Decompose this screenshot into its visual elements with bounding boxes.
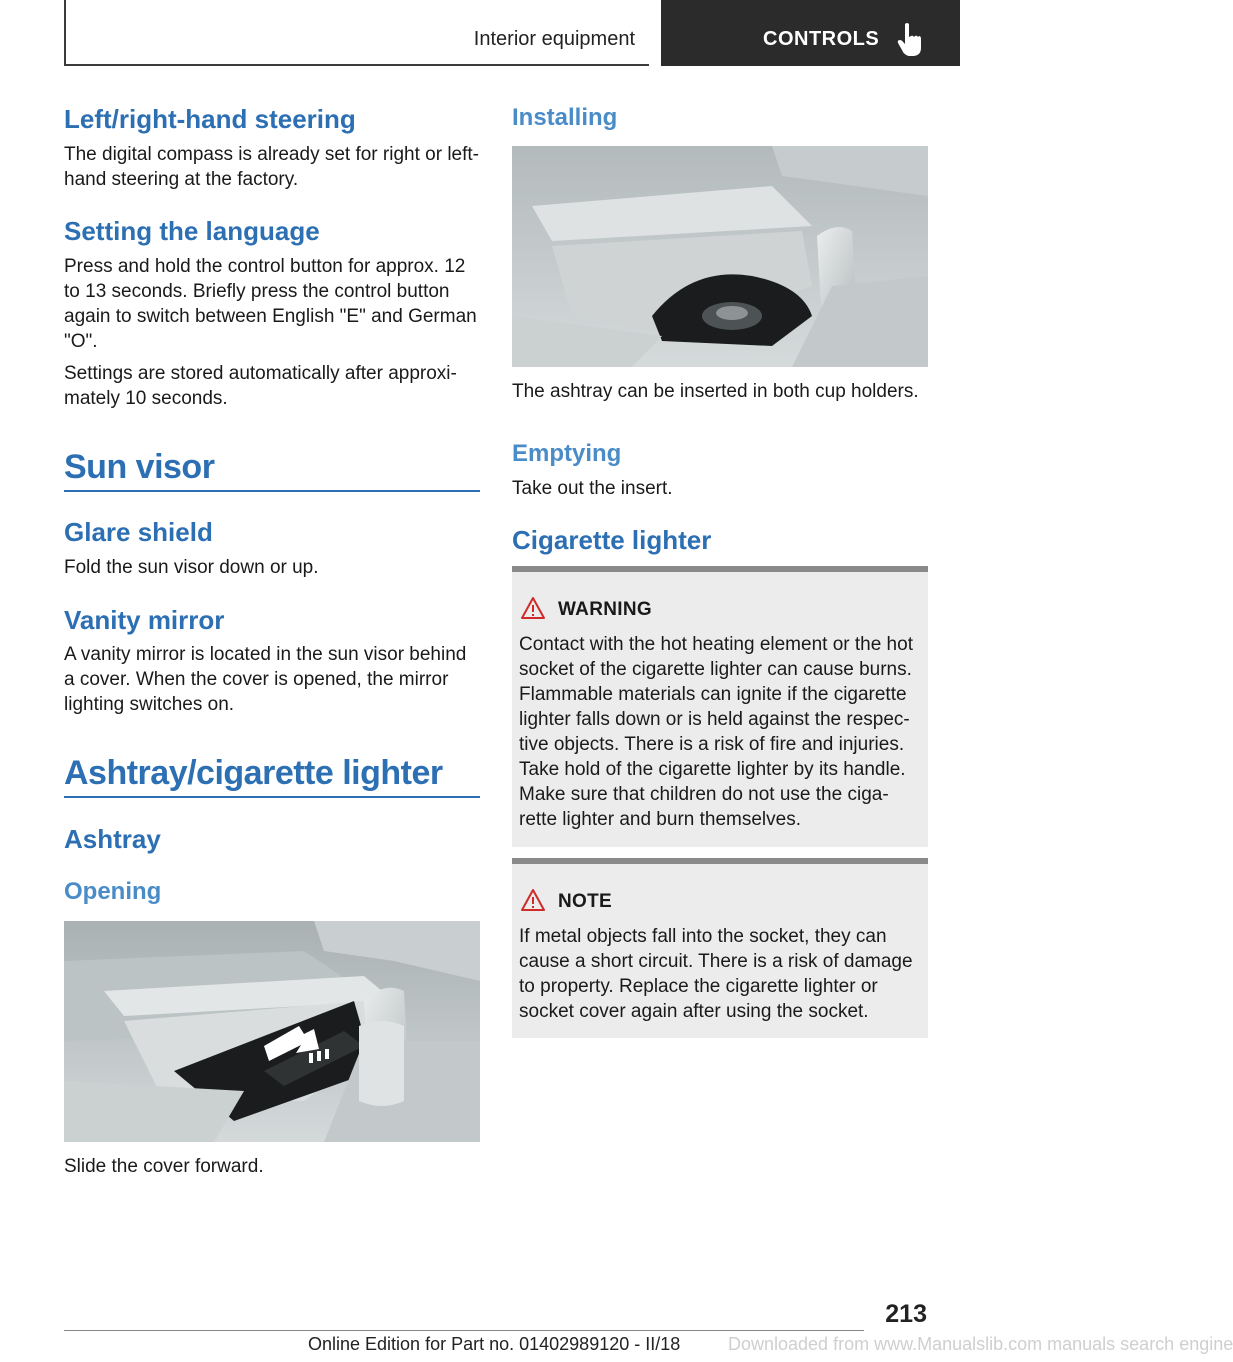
installing-heading: Installing [512, 104, 618, 131]
language-text: Press and hold the control button for approx. 12 to 13 seconds. Briefly press the control button again to switch between English "E" and German "O". [64, 256, 477, 352]
sun-visor-rule [64, 490, 480, 492]
glare-shield-text: Fold the sun visor down or up. [64, 557, 319, 578]
ashtray-main-heading: Ashtray/cigarette lighter [64, 754, 443, 792]
header-left-rule [64, 0, 66, 66]
language-text-2: Settings are stored automatically after approxi-mately 10 seconds. [64, 363, 457, 409]
ashtray-installing-image [512, 146, 928, 367]
note-text: If metal objects fall into the socket, they can cause a short circuit. There is a risk of damage to property. Replace the cigarette lighter or socket cover again after using the socket. [519, 926, 913, 1022]
vanity-mirror-heading: Vanity mirror [64, 605, 225, 635]
warning-box [512, 566, 928, 847]
vanity-mirror-text: A vanity mirror is located in the sun visor behind a cover. When the cover is opened, the mirror lighting switches on. [64, 644, 467, 715]
ashtray-opening-image [64, 921, 480, 1142]
header-bottom-rule [64, 64, 649, 66]
footer-edition: Online Edition for Part no. 01402989120 - II/18 [308, 1334, 681, 1354]
warning-text: Contact with the hot heating element or the hot socket of the cigarette lighter can cause burns. Flammable materials can ignite if the cigarette lighter falls down or is held against the respec-tive objects. There is a risk of fire and injuries. Take hold of the cigarette lighter by its handle. Make sure that children do not use the ciga-rette lighter and burn themselves. [519, 634, 913, 830]
ashtray-main-rule [64, 796, 480, 798]
language-heading: Setting the language [64, 216, 320, 246]
sun-visor-heading: Sun visor [64, 448, 215, 486]
steering-heading: Left/right-hand steering [64, 104, 356, 134]
opening-heading: Opening [64, 878, 162, 905]
installing-caption: The ashtray can be inserted in both cup holders. [512, 381, 919, 402]
header-chapter-block[interactable] [661, 0, 960, 66]
opening-caption: Slide the cover forward. [64, 1156, 264, 1177]
header-section-title: Interior equipment [473, 28, 635, 50]
glare-shield-heading: Glare shield [64, 517, 213, 547]
page-number: 213 [885, 1300, 927, 1328]
note-title: NOTE [558, 891, 612, 912]
footer-watermark: Downloaded from www.Manualslib.com manuals search engine [728, 1334, 1233, 1354]
header-chapter-label: CONTROLS [763, 28, 880, 50]
footer-rule [64, 1330, 864, 1331]
emptying-heading: Emptying [512, 440, 622, 467]
emptying-text: Take out the insert. [512, 478, 673, 499]
note-box [512, 858, 928, 1038]
steering-text: The digital compass is already set for right or left-hand steering at the factory. [64, 144, 480, 190]
caution-triangle-icon [520, 888, 546, 912]
hand-pointer-icon [895, 22, 925, 58]
warning-triangle-icon [520, 596, 546, 620]
cigarette-lighter-heading: Cigarette lighter [512, 525, 712, 555]
warning-title: WARNING [558, 599, 652, 620]
ashtray-heading: Ashtray [64, 824, 161, 854]
